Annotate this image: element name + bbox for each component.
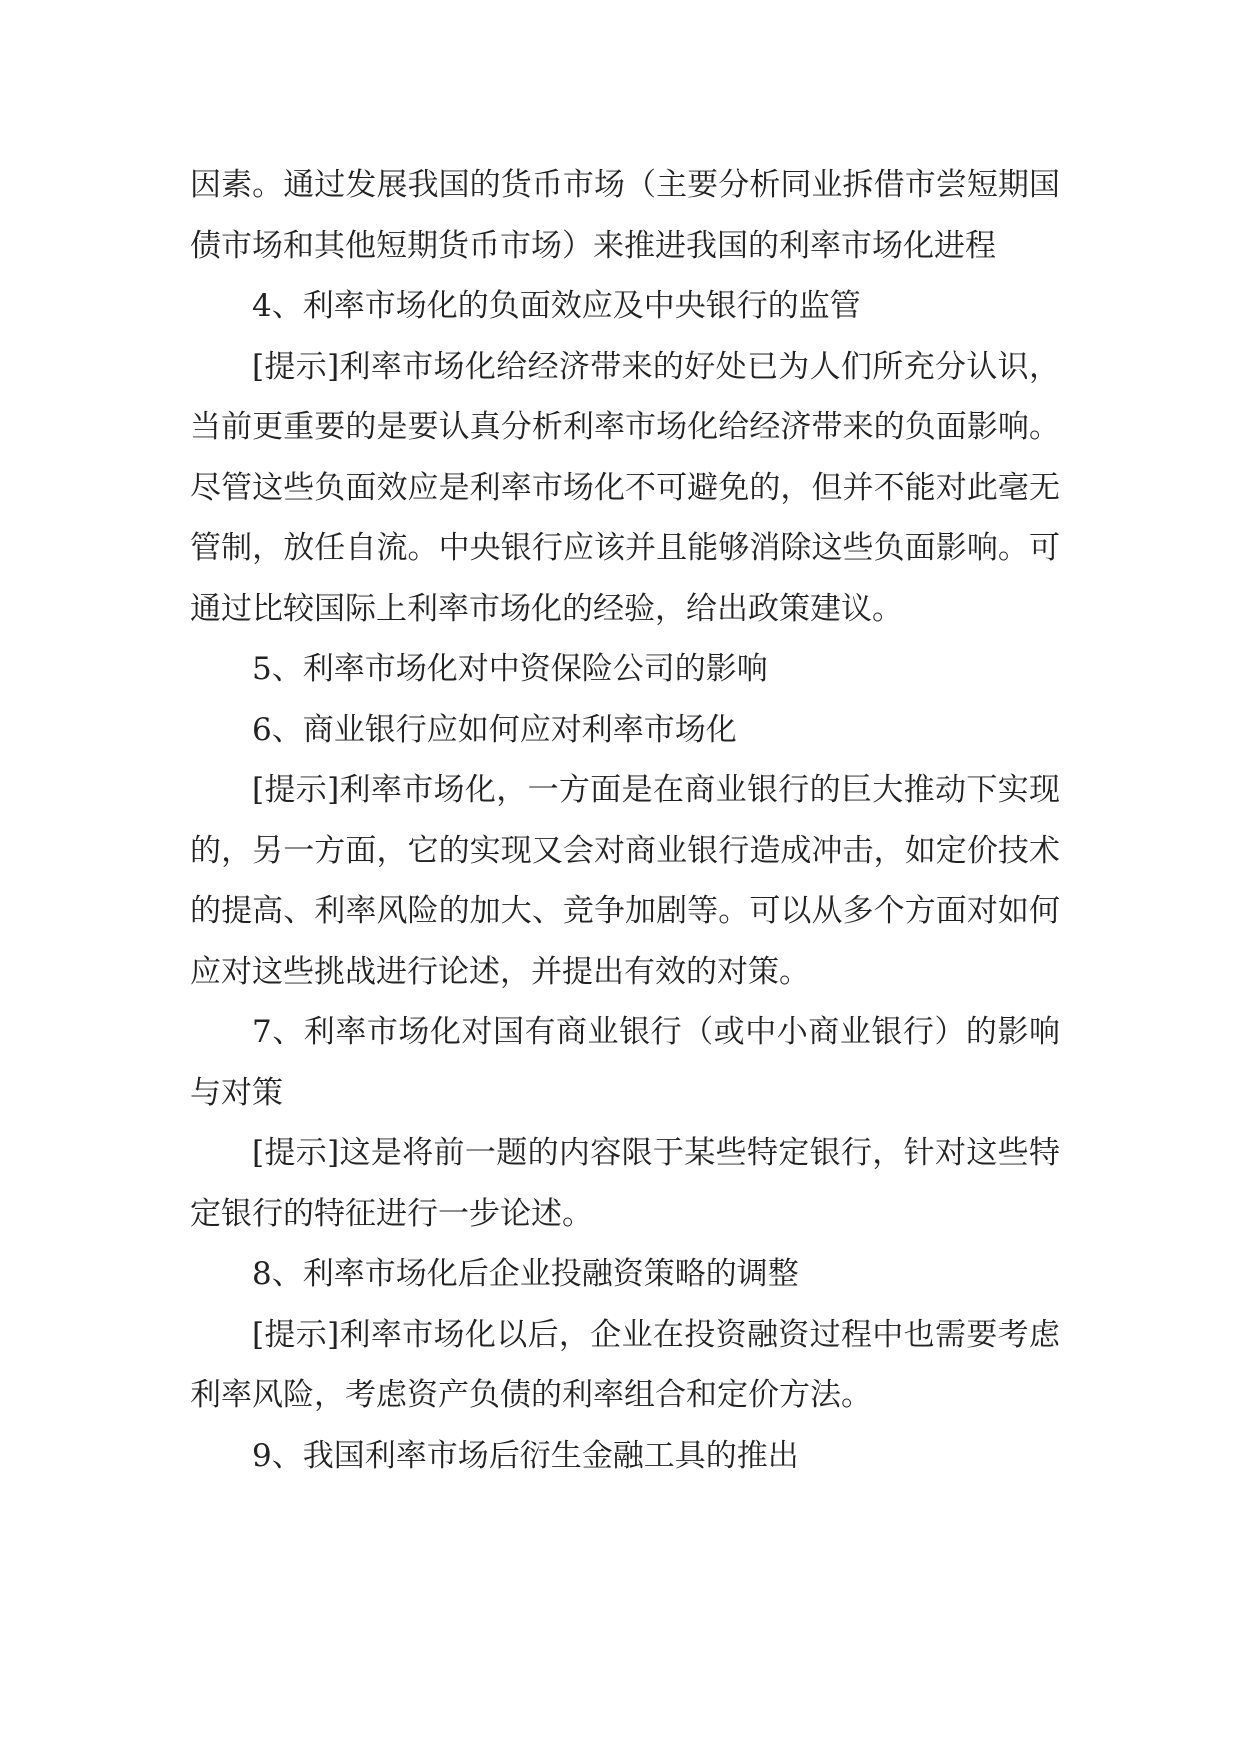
topic-heading-8: 8、利率市场化后企业投融资策略的调整	[252, 1256, 799, 1292]
topic-heading-5: 5、利率市场化对中资保险公司的影响	[252, 651, 768, 687]
topic-heading-9: 9、我国利率市场后衍生金融工具的推出	[252, 1437, 799, 1474]
document-body	[190, 155, 1060, 1486]
topic-heading-7: 7、利率市场化对国有商业银行（或中小商业银行）的影响与对策	[190, 1014, 1060, 1111]
hint-paragraph-7: [提示]这是将前一题的内容限于某些特定银行，针对这些特定银行的特征进行一步论述。	[190, 1135, 1060, 1232]
paragraph-intro-continuation: 因素。通过发展我国的货币市场（主要分析同业拆借市尝短期国债市场和其他短期货币市场）来推进我国的利率市场化进程	[190, 167, 1060, 264]
hint-paragraph-6: [提示]利率市场化，一方面是在商业银行的巨大推动下实现的，另一方面，它的实现又会对商业银行造成冲击，如定价技术的提高、利率风险的加大、竞争加剧等。可以从多个方面对如何应对这些挑战进行论述，并提出有效的对策。	[190, 772, 1060, 990]
hint-paragraph-4: [提示]利率市场化给经济带来的好处已为人们所充分认识，当前更重要的是要认真分析利率市场化给经济带来的负面影响。尽管这些负面效应是利率市场化不可避免的，但并不能对此毫无管制，放任自流。中央银行应该并且能够消除这些负面影响。可通过比较国际上利率市场化的经验，给出政策建议。	[190, 348, 1060, 627]
hint-paragraph-8: [提示]利率市场化以后，企业在投资融资过程中也需要考虑利率风险，考虑资产负债的利率组合和定价方法。	[190, 1316, 1060, 1413]
topic-heading-4: 4、利率市场化的负面效应及中央银行的监管	[252, 288, 861, 324]
topic-heading-6: 6、商业银行应如何应对利率市场化	[252, 711, 737, 748]
